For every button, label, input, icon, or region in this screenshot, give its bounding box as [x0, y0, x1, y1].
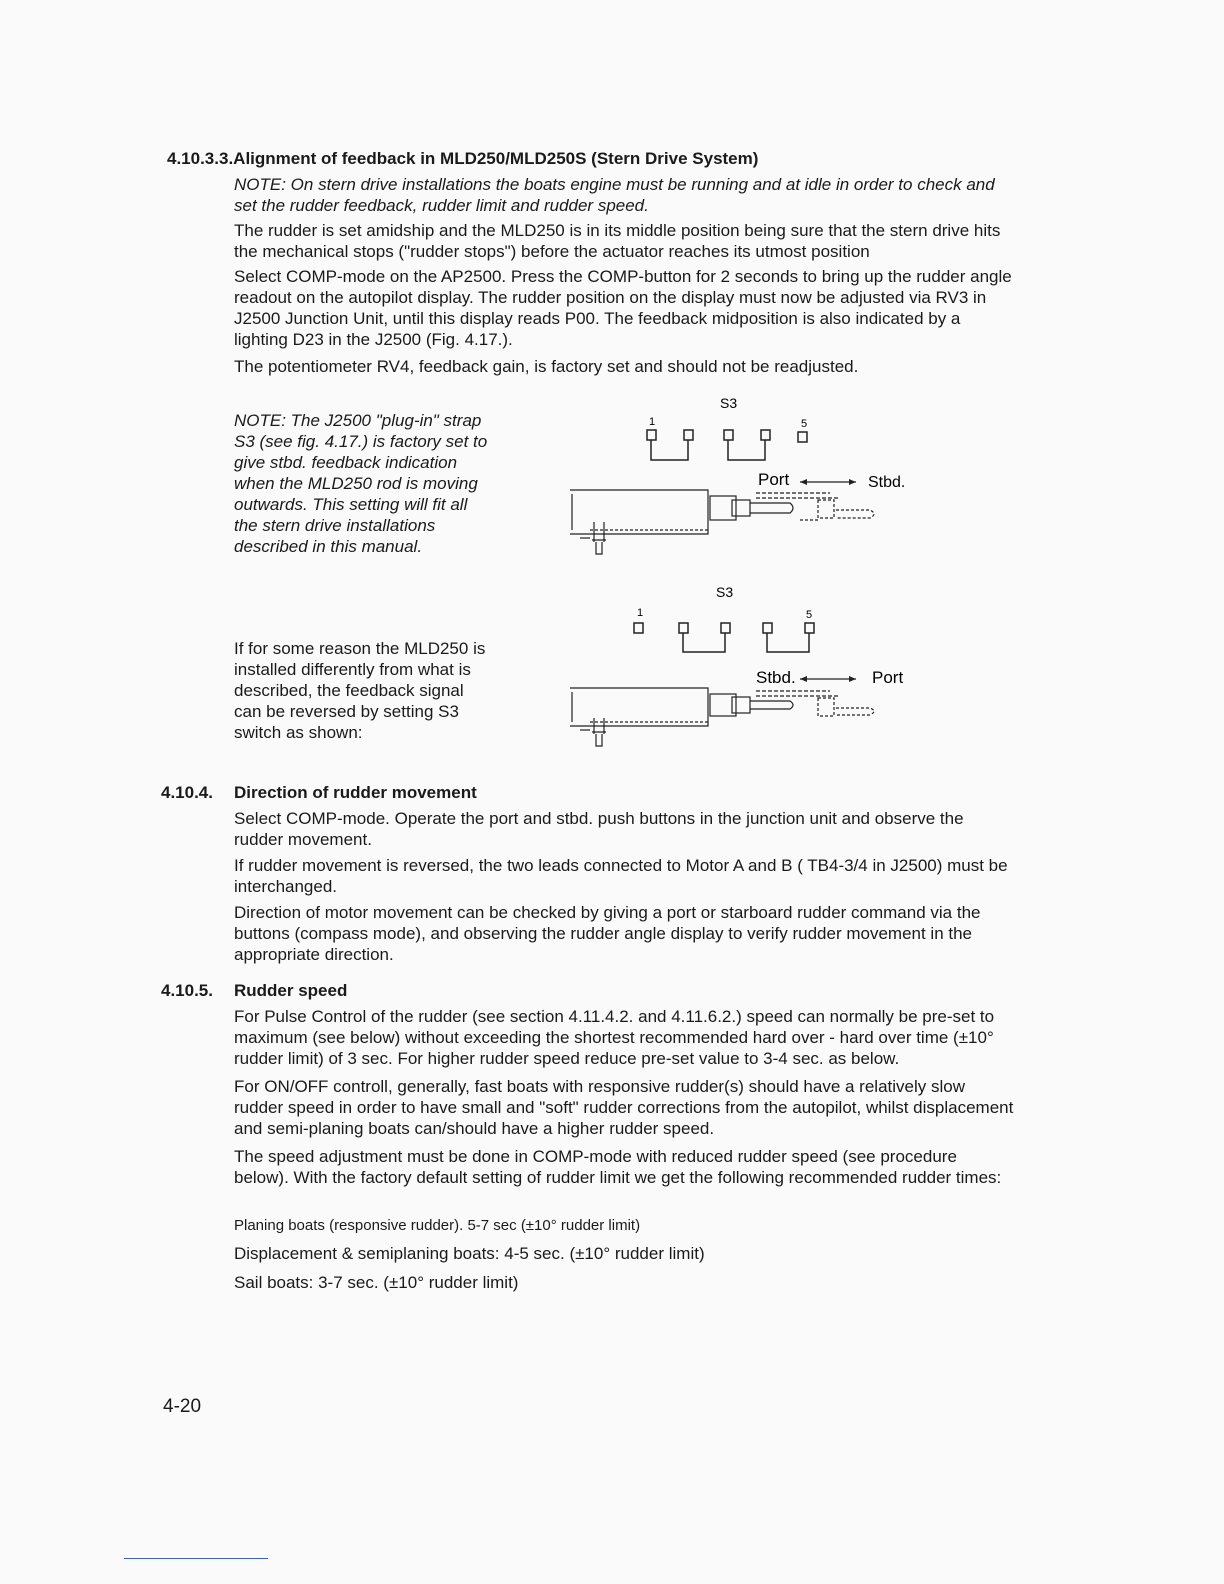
- body-paragraph-8: For ON/OFF controll, generally, fast boats with responsive rudder(s) should have a relatively slow rudder speed in order to have small and "soft" rudder corrections from the autopilot, whilst displacement and semi-planing boats can/should have a higher rudder speed.: [234, 1077, 1014, 1138]
- section-heading-4-10-4: [161, 783, 477, 803]
- speed-line-displacement: Displacement & semiplaning boats: 4-5 sec. (±10° rudder limit): [234, 1244, 705, 1263]
- strap-pins: [647, 430, 807, 460]
- section-number: 4.10.4.: [161, 783, 213, 802]
- body-paragraph-1: The rudder is set amidship and the MLD250 is in its middle position being sure that the stern drive hits the mechanical stops ("rudder stops") before the actuator reaches its utmost position: [234, 221, 1001, 261]
- direction-left-label: Port: [758, 470, 790, 489]
- body-paragraph-9: The speed adjustment must be done in COMP-mode with reduced rudder speed (see procedure below). With the factory default setting of rudder limit we get the following recommended rudder times:: [234, 1147, 1002, 1187]
- footer-rule: [124, 1558, 268, 1559]
- body-paragraph-4: Select COMP-mode. Operate the port and stbd. push buttons in the junction unit and observe the rudder movement.: [234, 809, 964, 849]
- section-number: 4.10.5.: [161, 981, 213, 1000]
- pin-1-label: 1: [637, 607, 644, 619]
- s3-label: S3: [720, 395, 738, 411]
- side-text: If for some reason the MLD250 is installed differently from what is described, the feedback signal can be reversed by setting S3 switch as shown:: [234, 639, 486, 742]
- direction-left-label: Stbd.: [756, 668, 796, 687]
- body-paragraph-2: Select COMP-mode on the AP2500. Press the COMP-button for 2 seconds to bring up the rudder angle readout on the autopilot display. The rudder position on the display must now be adjusted via RV3 in J2500 Junction Unit, until this display reads P00. The feedback midposition is also indicated by a lighting D23 in the J2500 (Fig. 4.17.).: [234, 267, 1012, 349]
- s3-label: S3: [716, 584, 734, 600]
- section-title: Direction of rudder movement: [234, 783, 477, 802]
- strap-diagram-port: [560, 580, 920, 755]
- section-heading-4-10-5: [161, 981, 347, 1001]
- section-title: Alignment of feedback in MLD250/MLD250S (Stern Drive System): [233, 149, 759, 168]
- body-paragraph-5: If rudder movement is reversed, the two leads connected to Motor A and B ( TB4-3/4 in J2500) must be interchanged.: [234, 856, 1008, 896]
- actuator-drawing: [570, 688, 874, 746]
- section-number: 4.10.3.3.: [167, 149, 234, 168]
- speed-line-planing: Planing boats (responsive rudder). 5-7 sec (±10° rudder limit): [234, 1217, 641, 1234]
- body-paragraph-7: For Pulse Control of the rudder (see section 4.11.4.2. and 4.11.6.2.) speed can normally be pre-set to maximum (see below) without exceeding the shortest recommended hard over - hard over time (±10° rudder limit) of 3 sec. For higher rudder speed reduce pre-set value to 3-4 sec. as below.: [234, 1007, 995, 1068]
- page-number: 4-20: [163, 1396, 202, 1417]
- section-heading-4-10-3-3: [167, 149, 758, 169]
- body-paragraph-6: Direction of motor movement can be checked by giving a port or starboard rudder command via the buttons (compass mode), and observing the rudder angle display to verify rudder movement in the appropriate direction.: [234, 903, 981, 964]
- body-paragraph-3: The potentiometer RV4, feedback gain, is factory set and should not be readjusted.: [234, 357, 859, 376]
- direction-right-label: Port: [872, 668, 904, 687]
- strap-diagram-stbd: [560, 390, 920, 565]
- speed-line-sail: Sail boats: 3-7 sec. (±10° rudder limit): [234, 1273, 519, 1292]
- side-note: NOTE: The J2500 "plug-in" strap S3 (see fig. 4.17.) is factory set to give stbd. feedback indication when the MLD250 rod is moving outwards. This setting will fit all the stern drive installations described in this manual.: [234, 411, 488, 556]
- pin-5-label: 5: [801, 418, 808, 430]
- actuator-drawing: [570, 490, 874, 554]
- pin-1-label: 1: [649, 416, 656, 428]
- direction-right-label: Stbd.: [868, 474, 906, 491]
- strap-pins: [634, 623, 814, 652]
- pin-5-label: 5: [806, 609, 813, 621]
- note-paragraph: NOTE: On stern drive installations the boats engine must be running and at idle in order to check and set the rudder feedback, rudder limit and rudder speed.: [234, 175, 995, 215]
- section-title: Rudder speed: [234, 981, 348, 1000]
